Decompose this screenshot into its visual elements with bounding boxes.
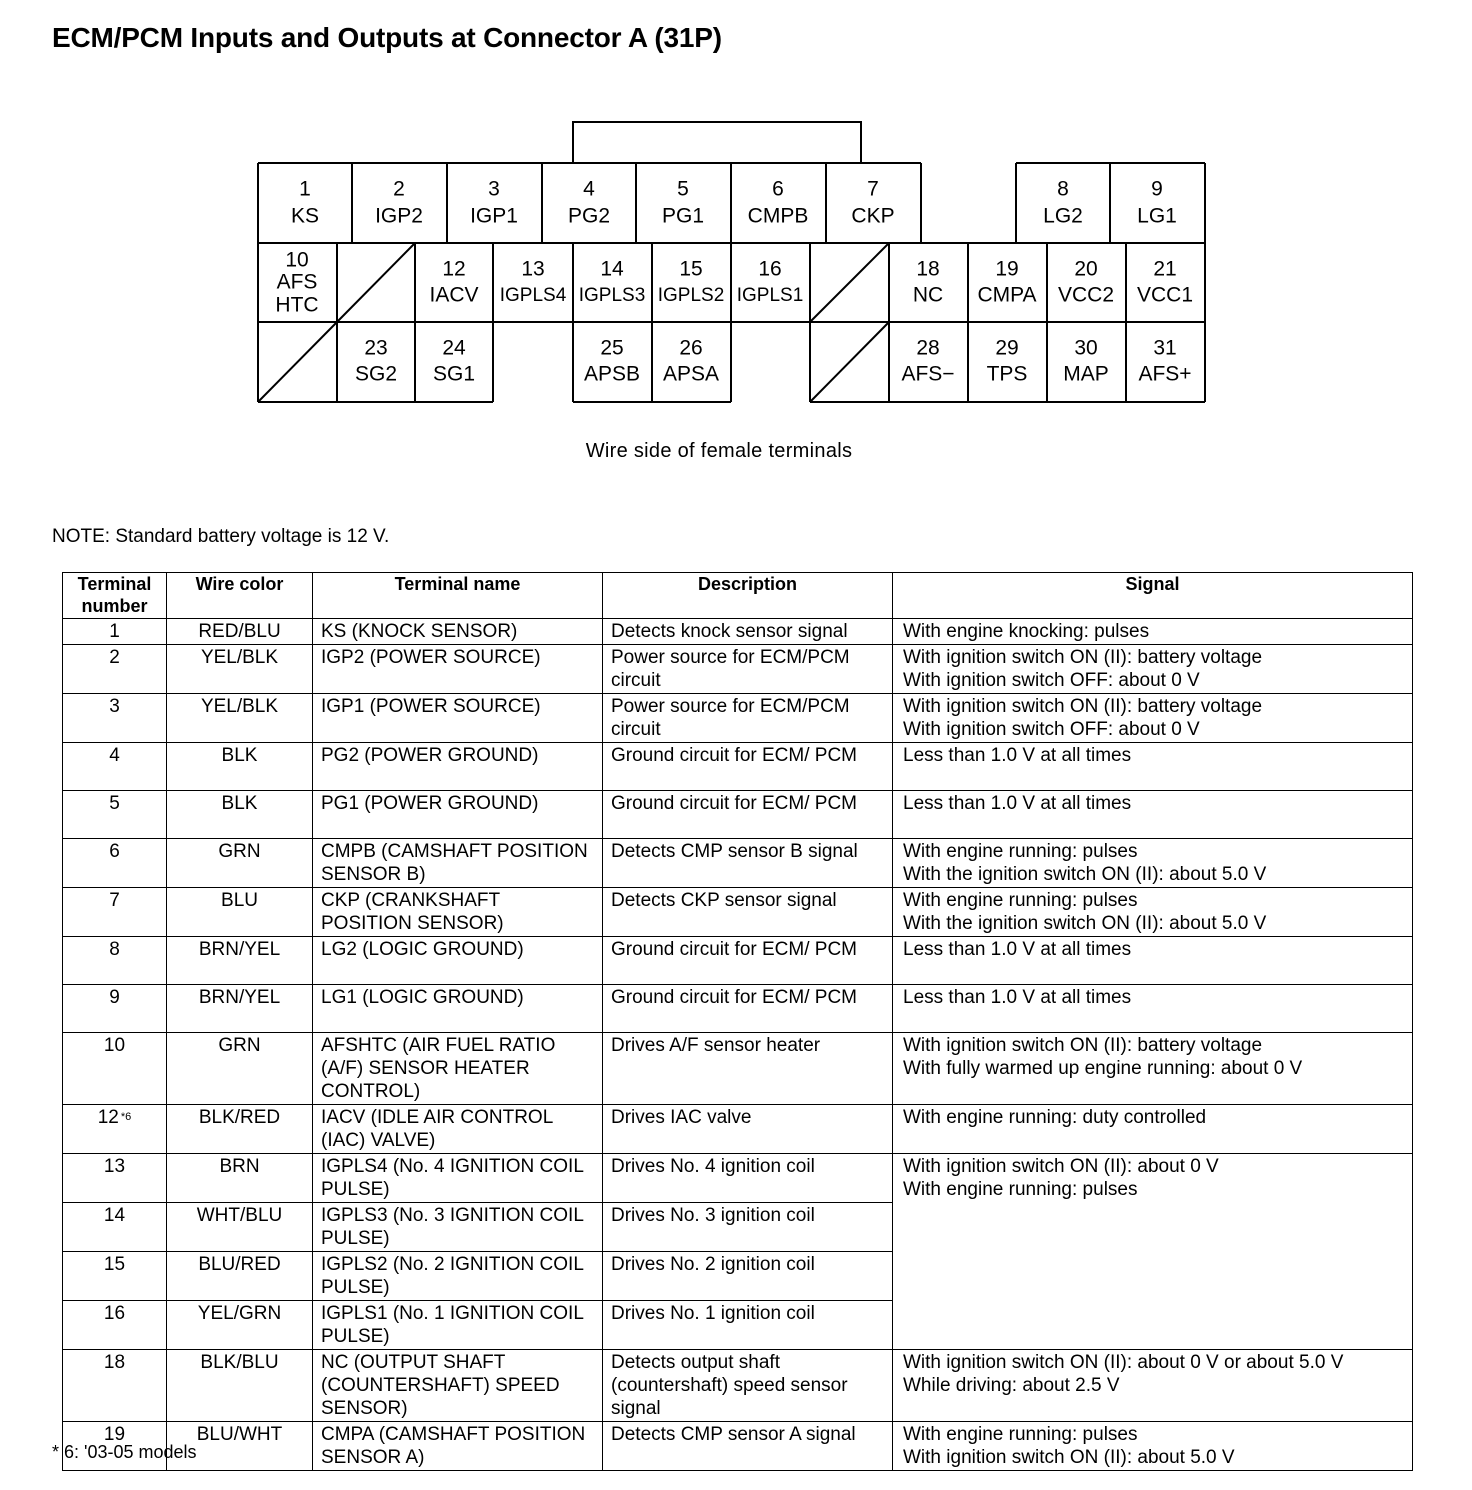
signal-line: With engine running: pulses [903,841,1138,862]
cell-terminal: 19 [63,1422,167,1471]
svg-text:MAP: MAP [1063,362,1109,386]
svg-text:HTC: HTC [275,293,319,317]
svg-text:IGPLS2: IGPLS2 [657,285,725,307]
signal-line: With ignition switch OFF: about 0 V [903,719,1200,740]
footnote-marker: *6 [120,1111,132,1123]
cell-terminal-name: IGPLS2 (No. 2 IGNITION COIL PULSE) [313,1252,603,1301]
svg-text:26: 26 [679,336,703,360]
signal-line: With the ignition switch ON (II): about 5.0 V [903,913,1267,934]
empty-cavity-17 [810,243,889,322]
signal-line: With ignition switch OFF: about 0 V [903,670,1200,691]
svg-text:NC: NC [912,283,944,307]
table-row [63,743,1413,791]
cell-signal [893,619,1413,645]
pin-3 [470,178,518,228]
pin-5 [662,178,704,228]
cell-terminal-name: NC (OUTPUT SHAFT (COUNTERSHAFT) SPEED SENSOR) [313,1350,603,1422]
cell-signal [893,1422,1413,1471]
cell-wire-color: BLU [167,888,313,937]
cell-description: Drives No. 3 ignition coil [603,1203,893,1252]
svg-text:CMPA: CMPA [977,283,1037,307]
svg-text:7: 7 [867,177,879,201]
empty-cavity-22 [258,322,337,402]
cell-wire-color: YEL/BLK [167,645,313,694]
cell-terminal: 5 [63,791,167,839]
svg-text:13: 13 [521,257,545,281]
cell-terminal-name: LG1 (LOGIC GROUND) [313,985,603,1033]
signal-line: With engine knocking: pulses [903,621,1150,642]
pin-2 [375,178,423,228]
pin-10 [275,249,318,317]
svg-text:29: 29 [995,336,1019,360]
cell-terminal: 3 [63,694,167,743]
cell-terminal: 8 [63,937,167,985]
cell-terminal-name: IGPLS4 (No. 4 IGNITION COIL PULSE) [313,1154,603,1203]
svg-text:12: 12 [442,257,466,281]
cell-terminal: 18 [63,1350,167,1422]
svg-text:AFS+: AFS+ [1138,362,1192,386]
cell-terminal-name: LG2 (LOGIC GROUND) [313,937,603,985]
svg-text:AFS: AFS [276,270,318,294]
cell-terminal-name: CMPA (CAMSHAFT POSITION SENSOR A) [313,1422,603,1471]
cell-terminal-name: IGP1 (POWER SOURCE) [313,694,603,743]
cell-terminal-name: IACV (IDLE AIR CONTROL (IAC) VALVE) [313,1105,603,1154]
cell-description: Ground circuit for ECM/ PCM [603,743,893,791]
cell-terminal: 7 [63,888,167,937]
table-row [63,645,1413,694]
cell-wire-color: BRN/YEL [167,985,313,1033]
svg-text:APSB: APSB [583,362,641,386]
signal-line: Less than 1.0 V at all times [903,793,1132,814]
pin-16 [737,258,804,306]
cell-terminal-name: IGPLS1 (No. 1 IGNITION COIL PULSE) [313,1301,603,1350]
signal-line: Less than 1.0 V at all times [903,987,1132,1008]
cell-wire-color: BLU/WHT [167,1422,313,1471]
svg-text:APSA: APSA [662,362,720,386]
cell-wire-color: BLU/RED [167,1252,313,1301]
cell-terminal: 4 [63,743,167,791]
pin-29 [987,337,1028,386]
signal-line: With ignition switch ON (II): battery voltage [903,696,1263,717]
header-description: Description [603,573,893,619]
cell-wire-color: BRN [167,1154,313,1203]
cell-terminal-name: KS (KNOCK SENSOR) [313,619,603,645]
cell-description: Drives No. 2 ignition coil [603,1252,893,1301]
svg-text:SG2: SG2 [354,362,398,386]
pin-8 [1043,178,1083,228]
cell-wire-color: BLK [167,791,313,839]
pin-1 [291,178,319,228]
pin-12 [429,258,478,307]
connector-key-tab [573,122,861,163]
svg-text:18: 18 [916,257,940,281]
svg-text:IGPLS4: IGPLS4 [499,285,567,307]
table-header-row [63,573,1413,619]
cell-description: Detects output shaft (countershaft) speed sensor signal [603,1350,893,1422]
cell-description: Detects CMP sensor A signal [603,1422,893,1471]
cell-terminal: 2 [63,645,167,694]
pin-25 [584,337,640,386]
pin-30 [1063,337,1109,386]
table-row [63,619,1413,645]
svg-text:KS: KS [290,204,320,228]
header-terminal-name: Terminal name [313,573,603,619]
cell-terminal-name: CMPB (CAMSHAFT POSITION SENSOR B) [313,839,603,888]
pin-19 [977,258,1036,307]
pin-14 [579,258,646,306]
pin-28 [901,337,954,386]
table-row [63,937,1413,985]
table-row [63,1105,1413,1154]
table-row [63,1154,1413,1203]
cell-description: Ground circuit for ECM/ PCM [603,791,893,839]
cell-description: Detects CMP sensor B signal [603,839,893,888]
table-row [63,985,1413,1033]
pin-15 [658,258,725,306]
cell-terminal: 13 [63,1154,167,1203]
header-terminal-number: Terminal number [63,573,167,619]
svg-text:IGPLS1: IGPLS1 [736,285,804,307]
cell-description: Detects knock sensor signal [603,619,893,645]
svg-text:5: 5 [677,177,689,201]
page-title: ECM/PCM Inputs and Outputs at Connector A (31P) [52,22,722,53]
svg-text:8: 8 [1057,177,1069,201]
cell-terminal-name: CKP (CRANKSHAFT POSITION SENSOR) [313,888,603,937]
svg-text:20: 20 [1074,257,1098,281]
cell-description: Drives No. 1 ignition coil [603,1301,893,1350]
svg-text:10: 10 [285,248,309,272]
connector-diagram [0,0,1472,470]
pin-20 [1058,258,1114,307]
svg-text:9: 9 [1151,177,1163,201]
svg-text:23: 23 [364,336,388,360]
cell-terminal: 16 [63,1301,167,1350]
diagram-caption: Wire side of female terminals [585,440,853,462]
header-signal: Signal [893,573,1413,619]
svg-text:21: 21 [1153,257,1177,281]
empty-cavity-11 [337,243,415,322]
table-row [63,1350,1413,1422]
signal-line: With ignition switch ON (II): about 0 V [903,1156,1219,1177]
cell-terminal-name: IGP2 (POWER SOURCE) [313,645,603,694]
svg-text:31: 31 [1153,336,1177,360]
cell-wire-color: BRN/YEL [167,937,313,985]
svg-text:16: 16 [758,257,782,281]
cell-wire-color: GRN [167,1033,313,1105]
signal-line: Less than 1.0 V at all times [903,745,1132,766]
svg-text:VCC2: VCC2 [1057,283,1115,307]
cell-signal [893,694,1413,743]
svg-text:4: 4 [583,177,595,201]
cell-wire-color: BLK [167,743,313,791]
svg-text:25: 25 [600,336,624,360]
svg-text:3: 3 [488,177,500,201]
cell-terminal: 14 [63,1203,167,1252]
signal-line: With fully warmed up engine running: about 0 V [903,1058,1303,1079]
cell-wire-color: RED/BLU [167,619,313,645]
signal-line: Less than 1.0 V at all times [903,939,1132,960]
cell-terminal: 10 [63,1033,167,1105]
signal-line: With ignition switch ON (II): about 5.0 V [903,1447,1235,1468]
svg-text:LG2: LG2 [1043,204,1083,228]
pin-23 [355,337,397,386]
svg-text:IGP2: IGP2 [375,204,423,228]
cell-terminal-name: AFSHTC (AIR FUEL RATIO (A/F) SENSOR HEATER CONTROL) [313,1033,603,1105]
svg-text:PG2: PG2 [567,204,611,228]
cell-wire-color: WHT/BLU [167,1203,313,1252]
note: NOTE: Standard battery voltage is 12 V. [52,526,390,547]
cell-terminal-name: PG1 (POWER GROUND) [313,791,603,839]
cell-description: Drives IAC valve [603,1105,893,1154]
terminal-table [62,572,1413,1471]
cell-signal [893,985,1413,1033]
svg-text:PG1: PG1 [661,204,705,228]
pin-21 [1137,258,1193,307]
svg-text:15: 15 [679,257,703,281]
svg-text:2: 2 [393,177,405,201]
signal-line: With engine running: duty controlled [903,1107,1207,1128]
empty-cavity-27 [810,322,889,402]
cell-terminal: 6 [63,839,167,888]
cell-signal [893,1105,1413,1154]
cell-description: Drives A/F sensor heater [603,1033,893,1105]
cell-signal [893,1350,1413,1422]
cell-terminal-name: PG2 (POWER GROUND) [313,743,603,791]
cell-signal [893,1033,1413,1105]
cell-description: Detects CKP sensor signal [603,888,893,937]
pin-24 [433,337,475,386]
pin-9 [1137,178,1177,228]
cell-description: Power source for ECM/PCM circuit [603,645,893,694]
pin-6 [748,178,809,228]
svg-text:19: 19 [995,257,1019,281]
signal-line: While driving: about 2.5 V [903,1375,1120,1396]
cell-terminal: 9 [63,985,167,1033]
signal-line: With engine running: pulses [903,1179,1138,1200]
svg-text:28: 28 [916,336,940,360]
cell-description: Power source for ECM/PCM circuit [603,694,893,743]
table-row [63,839,1413,888]
svg-text:6: 6 [772,177,784,201]
cell-terminal: 12 $^{*6}$ [63,1105,167,1154]
signal-line: With the ignition switch ON (II): about 5.0 V [903,864,1267,885]
svg-text:VCC1: VCC1 [1136,283,1194,307]
cell-signal [893,839,1413,888]
cell-terminal: 15 [63,1252,167,1301]
signal-line: With engine running: pulses [903,890,1138,911]
svg-text:CKP: CKP [851,204,895,228]
table-row [63,1033,1413,1105]
cell-signal [893,888,1413,937]
table-row [63,888,1413,937]
table-row [63,1422,1413,1471]
cell-signal [893,1154,1413,1350]
cell-signal [893,743,1413,791]
cell-wire-color: BLK/RED [167,1105,313,1154]
svg-text:1: 1 [299,177,311,201]
signal-line: With engine running: pulses [903,1424,1138,1445]
pin-13 [500,258,567,306]
svg-text:30: 30 [1074,336,1098,360]
svg-text:24: 24 [442,336,466,360]
svg-text:IGP1: IGP1 [470,204,518,228]
cell-terminal-name: IGPLS3 (No. 3 IGNITION COIL PULSE) [313,1203,603,1252]
pin-18 [913,258,943,307]
svg-text:SG1: SG1 [432,362,476,386]
signal-line: With ignition switch ON (II): about 0 V or about 5.0 V [903,1352,1344,1373]
cell-description: Ground circuit for ECM/ PCM [603,985,893,1033]
cell-wire-color: GRN [167,839,313,888]
footnote: * 6: '03-05 models [52,1442,197,1462]
svg-text:TPS: TPS [986,362,1028,386]
cell-description: Ground circuit for ECM/ PCM [603,937,893,985]
svg-text:AFS−: AFS− [901,362,955,386]
table-row [63,694,1413,743]
cell-terminal: 1 [63,619,167,645]
cell-signal [893,937,1413,985]
cell-wire-color: YEL/BLK [167,694,313,743]
svg-text:IGPLS3: IGPLS3 [578,285,646,307]
svg-text:14: 14 [600,257,624,281]
cell-wire-color: BLK/BLU [167,1350,313,1422]
header-wire-color: Wire color [167,573,313,619]
table-row [63,791,1413,839]
svg-text:LG1: LG1 [1137,204,1177,228]
cell-wire-color: YEL/GRN [167,1301,313,1350]
pin-4 [568,178,610,228]
svg-text:IACV: IACV [429,283,479,307]
svg-text:CMPB: CMPB [747,204,809,228]
cell-description: Drives No. 4 ignition coil [603,1154,893,1203]
table-body [63,619,1413,1471]
cell-signal [893,791,1413,839]
pin-7 [851,178,894,228]
signal-line: With ignition switch ON (II): battery voltage [903,1035,1263,1056]
signal-line: With ignition switch ON (II): battery voltage [903,647,1263,668]
pin-31 [1138,337,1191,386]
pin-26 [663,337,719,386]
cell-signal [893,645,1413,694]
